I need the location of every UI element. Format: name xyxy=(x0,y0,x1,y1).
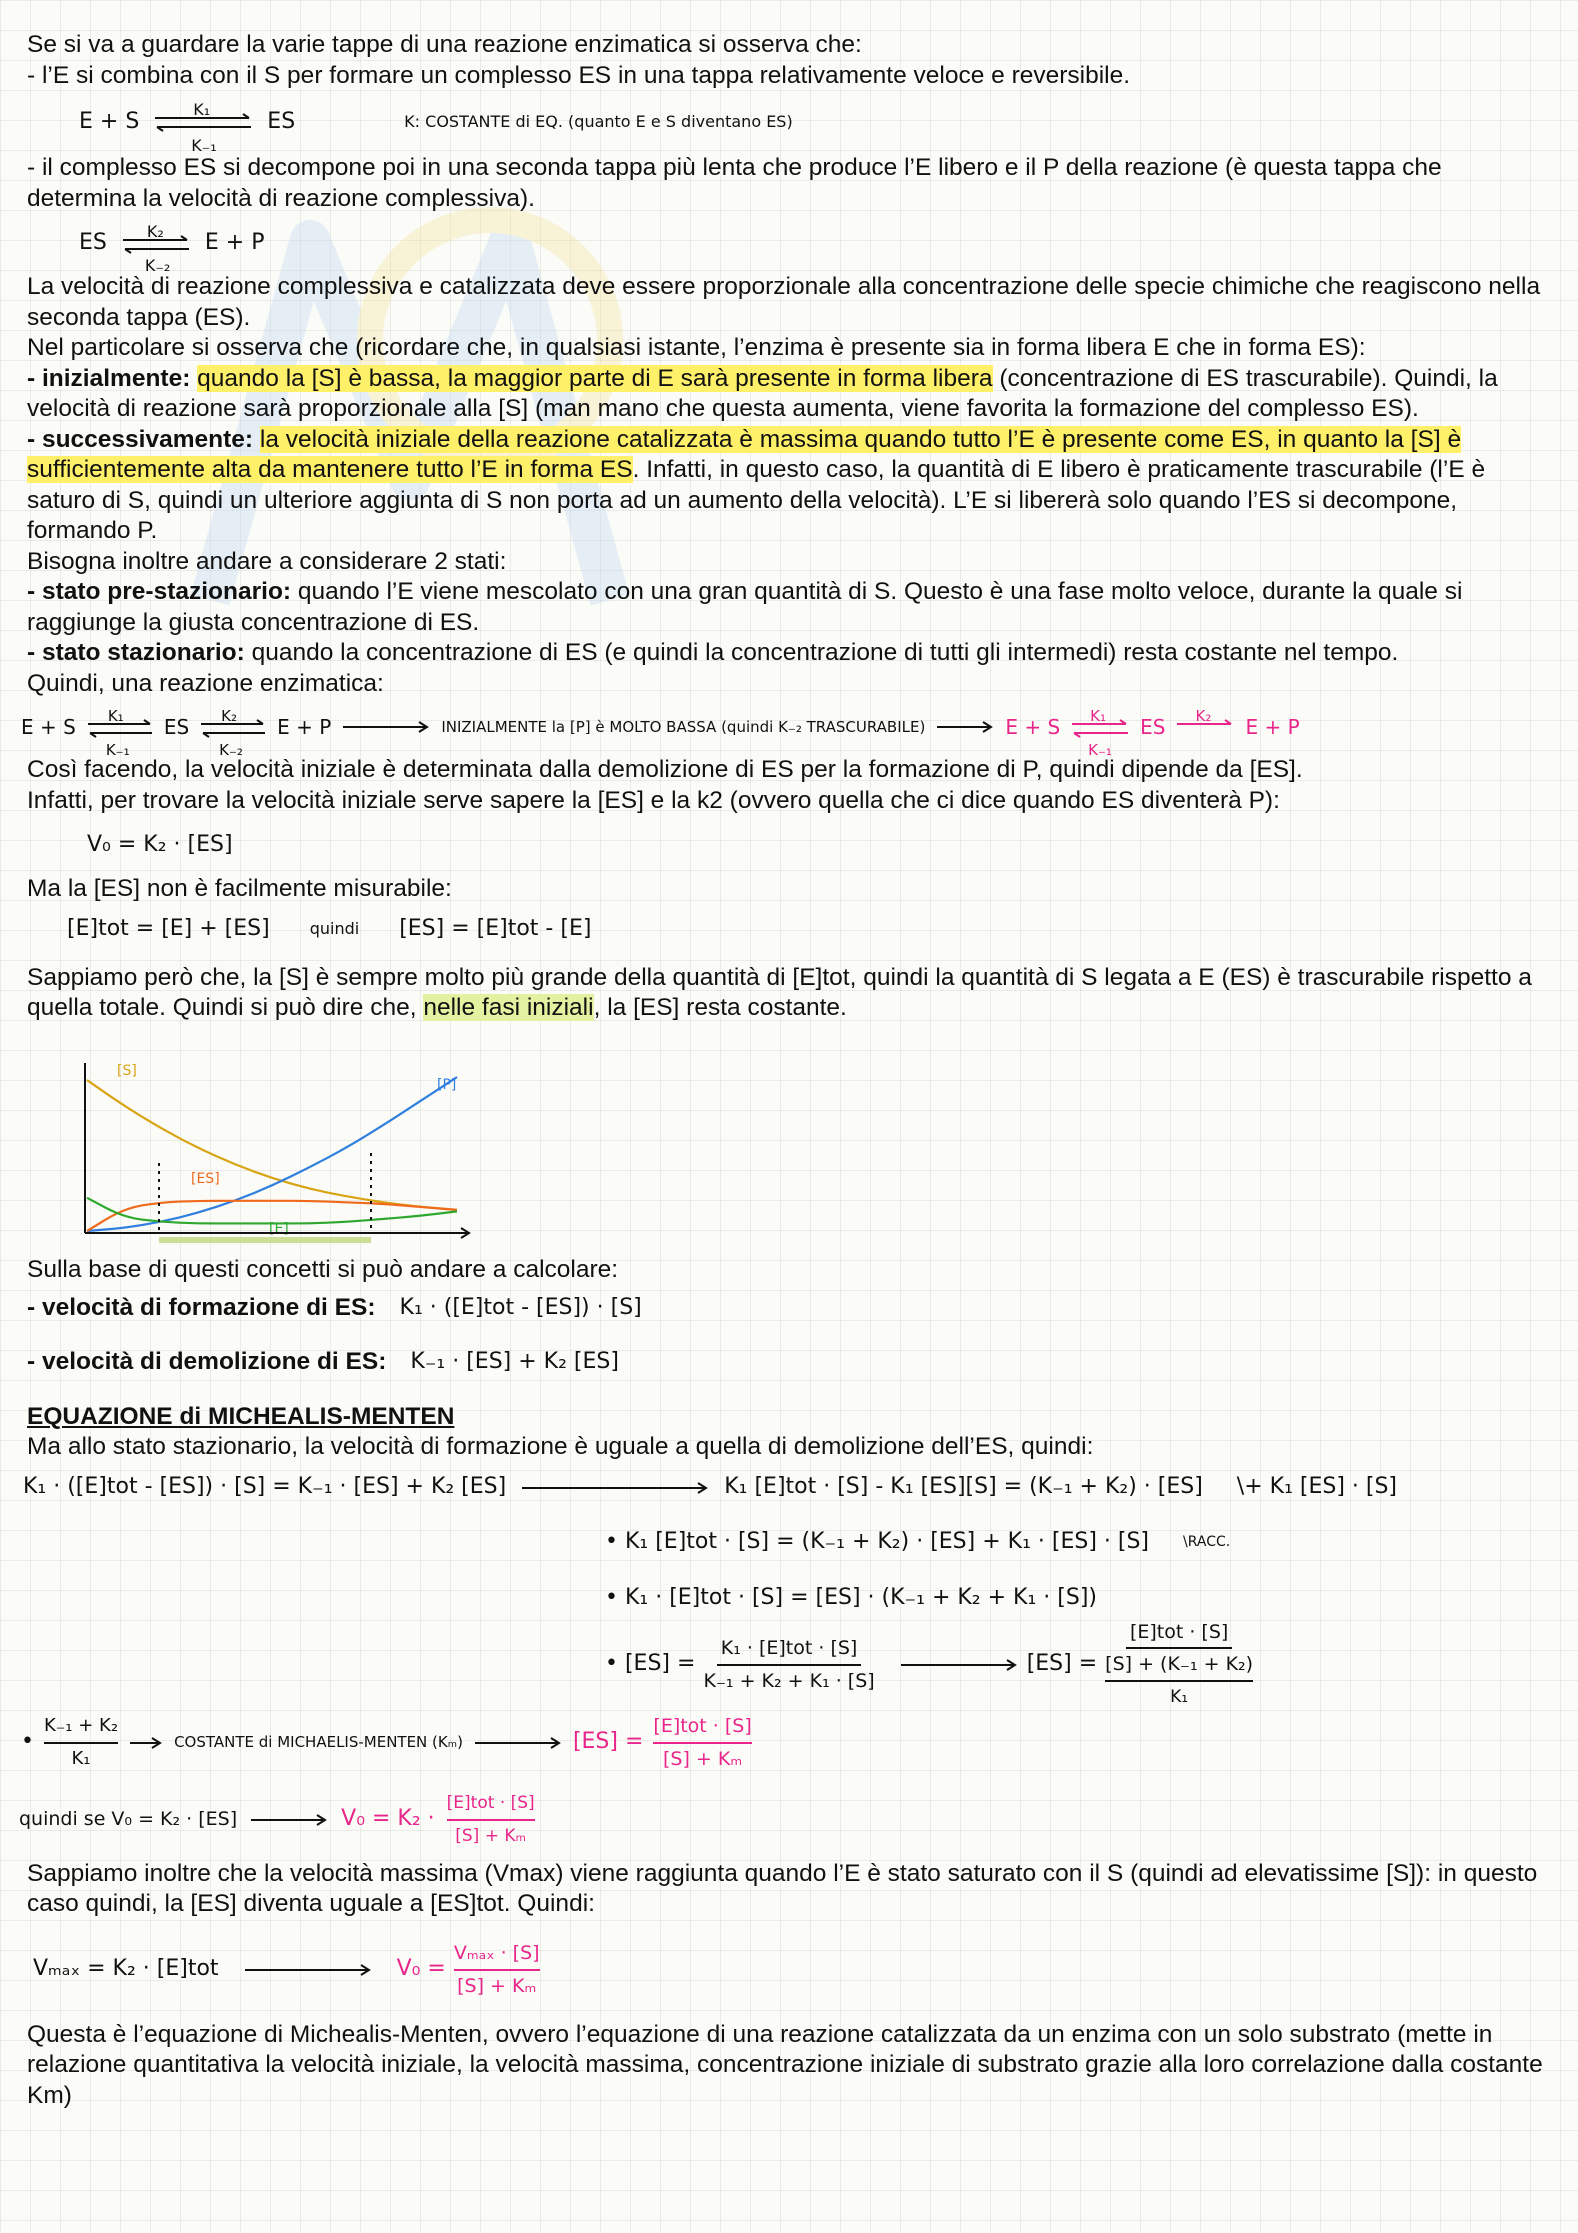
intro-line-2: - l’E si combina con il S per formare un complesso ES in una tappa relativamente veloce e reversibile. xyxy=(27,61,1131,89)
eq2-left: ES xyxy=(79,229,107,255)
mm-eq6-fraction xyxy=(1105,1617,1253,1713)
paragraph-2a: Così facendo, la velocità iniziale è determinata dalla demolizione di ES per la formazione di P, quindi dipende da [ES]. xyxy=(27,756,1303,783)
mm-eq6-lhs: [ES] = xyxy=(1026,1651,1098,1677)
vmax-den: [S] + Kₘ xyxy=(457,1974,537,1997)
series-line-s xyxy=(87,1080,457,1210)
intro-line-3: - il complesso ES si decompone poi in una seconda tappa più lenta che produce l’E libero e il P della reazione (è questa tappa che determina la velocità di reazione complessiva). xyxy=(27,154,1442,212)
series-layer xyxy=(87,1077,457,1231)
paragraph-2b: Infatti, per trovare la velocità iniziale serve sapere la [ES] e la k2 (ovvero quella che ci dice quando ES diventerà P): xyxy=(27,786,1280,814)
km-row xyxy=(21,1705,1557,1781)
stazionario xyxy=(27,638,1557,669)
long-arrow-icon xyxy=(899,1658,1019,1672)
eq3-arrows-1 xyxy=(86,703,154,759)
eq1-arrows xyxy=(153,97,253,155)
paragraph-3 xyxy=(27,963,1557,1024)
equation-2 xyxy=(79,214,1557,275)
series-label-p: [P] xyxy=(437,1077,457,1093)
eq1-right: ES xyxy=(267,108,296,134)
v0-lhs: quindi se V₀ = K₂ · [ES] xyxy=(19,1808,238,1831)
labels-layer xyxy=(117,1063,456,1237)
concentration-chart xyxy=(27,1053,487,1243)
mm-eq6-den: [S] + (K₋₁ + K₂) xyxy=(1105,1649,1253,1682)
demolizione-row xyxy=(27,1332,1557,1394)
vmax-rhs: V₀ = xyxy=(396,1956,446,1982)
eq1-k-bot: K₋₁ xyxy=(191,136,217,155)
mm-eq1-row xyxy=(23,1463,1557,1513)
km-label: COSTANTE di MICHAELIS-MENTEN (Kₘ) xyxy=(174,1733,463,1752)
long-arrow-icon xyxy=(473,1736,563,1750)
v0-formula xyxy=(87,816,1557,874)
successivamente-paragraph xyxy=(27,425,1557,547)
eq3-p-a: E + S xyxy=(1005,714,1061,739)
pre-stazionario xyxy=(27,577,1557,638)
etot-b: [ES] = [E]tot - [E] xyxy=(399,916,592,942)
pre-stazionario-text: quando l’E viene mescolato con una gran quantità di S. Questo è una fase molto veloce, durante la quale si raggiunge la giusta concentrazione di ES. xyxy=(27,578,1463,636)
mm-title: EQUAZIONE di MICHEALIS-MENTEN xyxy=(27,1402,455,1430)
vmax-fraction xyxy=(454,1938,540,2001)
stati-intro: Bisogna inoltre andare a considerare 2 stati: xyxy=(27,547,507,575)
v0-num: [E]tot · [S] xyxy=(447,1788,535,1821)
calc-intro: Sulla base di questi concetti si può andare a calcolare: xyxy=(27,1256,619,1283)
final-paragraph: Questa è l’equazione di Michealis-Menten, ovvero l’equazione di una reazione catalizzata da un enzima con un solo substrato (mette in relazione quantitativa la velocità iniziale, la velocità massima, concentrazione iniziale di substrato grazie alla loro correlazione dalla costante Km) xyxy=(27,2020,1543,2109)
eq2-right: E + P xyxy=(204,229,265,255)
lower-section xyxy=(19,1255,1557,2111)
eq1-k-top: K₁ xyxy=(193,100,211,119)
long-arrow-icon xyxy=(520,1481,710,1495)
inizialmente-rest: (concentrazione di ES trascurabile). Quindi, la velocità di reazione sarà proporzionale alla [S] (man mano che questa aumenta, viene favorita la formazione del complesso ES). xyxy=(27,364,1498,422)
mm-eq3: • K₁ [E]tot · [S] = (K₋₁ + K₂) · [ES] + K₁ · [ES] · [S] xyxy=(605,1529,1150,1555)
eq3-k1: K₁ xyxy=(107,707,124,725)
stazionario-text: quando la concentrazione di ES (e quindi la concentrazione di tutti gli intermedi) resta costante nel tempo. xyxy=(244,639,1399,666)
eq3-k2: K₂ xyxy=(221,707,238,725)
eq2-k-bot: K₋₂ xyxy=(144,256,171,275)
paragraph-3b: , la [ES] resta costante. xyxy=(593,994,847,1021)
eq3-km1: K₋₁ xyxy=(105,741,130,759)
v0-row xyxy=(19,1781,1557,1859)
mm-eq3-row xyxy=(605,1513,1557,1573)
intro-line-1: Se si va a guardare la varie tappe di una reazione enzimatica si osserva che: xyxy=(27,31,862,58)
eq1-left: E + S xyxy=(79,108,140,134)
eq3-note: INIZIALMENTE la [P] è MOLTO BASSA (quindi K₋₂ TRASCURABILE) xyxy=(441,717,926,736)
demolizione-eq: K₋₁ · [ES] + K₂ [ES] xyxy=(410,1349,619,1375)
km-res-den: [S] + Kₘ xyxy=(662,1747,743,1770)
mm-eq2: K₁ [E]tot · [S] - K₁ [ES][S] = (K₋₁ + K₂) · [ES] xyxy=(724,1474,1203,1500)
vmax-text: Sappiamo inoltre che la velocità massima (Vmax) viene raggiunta quando l’E è stato saturato con il S (quindi ad elevatissime [S]): in questo caso quindi, la [ES] diventa uguale a [ES]tot. Quindi: xyxy=(27,1859,1538,1917)
km-res-num: [E]tot · [S] xyxy=(653,1711,751,1744)
equation-1 xyxy=(79,91,1557,153)
v0-den: [S] + Kₘ xyxy=(455,1825,527,1846)
km-fraction xyxy=(44,1711,118,1774)
long-arrow-icon xyxy=(243,1963,373,1977)
v0-text: V₀ = K₂ · [ES] xyxy=(87,831,233,857)
mm-eq6-num: [E]tot · [S] xyxy=(1126,1617,1232,1650)
mm-eq5-num: K₁ · [E]tot · [S] xyxy=(717,1633,862,1666)
etot-a: [E]tot = [E] + [ES] xyxy=(67,916,270,942)
mm-eq5-lhs: • [ES] = xyxy=(605,1651,696,1677)
eq3-p-k2: K₂ xyxy=(1195,707,1212,725)
eq3-p-b: ES xyxy=(1140,714,1166,739)
quindi-line: Quindi, una reazione enzimatica: xyxy=(27,669,384,697)
eq2-arrows xyxy=(121,219,191,275)
eq3-c: E + P xyxy=(277,714,332,739)
km-num: K₋₁ + K₂ xyxy=(44,1711,118,1744)
eq2-k-top: K₂ xyxy=(146,222,164,241)
vmax-row xyxy=(33,1920,1557,2020)
eq3-arrows-2 xyxy=(199,703,267,759)
mm-eq5-den: K₋₁ + K₂ + K₁ · [S] xyxy=(703,1669,875,1692)
v0-rhs: V₀ = K₂ · xyxy=(341,1806,435,1832)
mm-eq5-fraction xyxy=(703,1633,874,1696)
inizialmente-label: - inizialmente: xyxy=(27,364,191,392)
paragraph-1a: La velocità di reazione complessiva e catalizzata deve essere proporzionale alla concentrazione delle specie chimiche che reagiscono nella seconda tappa (ES). xyxy=(27,273,1541,331)
eq3-p-k1: K₁ xyxy=(1090,707,1106,725)
formazione-eq: K₁ · ([E]tot - [ES]) · [S] xyxy=(399,1295,642,1321)
series-line-p xyxy=(87,1077,457,1231)
successivamente-label: - successivamente: xyxy=(27,425,254,453)
stazionario-label: - stato stazionario: xyxy=(27,639,245,666)
eq3-pink-arrow-2 xyxy=(1175,703,1235,751)
forward-arrow-icon xyxy=(1175,719,1235,733)
document-page xyxy=(21,30,1557,1024)
bullet: • xyxy=(21,1729,34,1755)
paragraph-3-highlight: nelle fasi iniziali xyxy=(423,994,594,1021)
long-arrow-icon xyxy=(341,720,431,734)
formazione-row xyxy=(27,1286,1557,1332)
short-arrow-icon xyxy=(128,1736,164,1750)
mm-eq4-row xyxy=(605,1573,1557,1625)
long-arrow-icon xyxy=(935,720,995,734)
etot-quindi: quindi xyxy=(309,919,360,939)
paragraph-1b: Nel particolare si osserva che (ricordare che, in qualsiasi istante, l’enzima è presente sia in forma libera E che in forma ES): xyxy=(27,334,1366,361)
mm-eq6-den2: K₁ xyxy=(1170,1686,1189,1707)
eq3-pink-arrows xyxy=(1070,703,1130,759)
eq3-b: ES xyxy=(163,714,190,739)
eq3-km2: K₋₂ xyxy=(219,741,243,759)
equation-3 xyxy=(21,699,1557,759)
equilibrium-arrow-icon xyxy=(153,113,253,133)
successivamente-highlight: la velocità iniziale della reazione catalizzata è massima quando tutto l’E è presente come ES, in quanto la [S] è sufficientemente alta da mantenere tutto l’E in forma ES xyxy=(27,425,1462,483)
demolizione-label: - velocità di demolizione di ES: xyxy=(27,1348,387,1376)
es-not-measurable: Ma la [ES] non è facilmente misurabile: xyxy=(27,875,452,902)
paragraph-3a: Sappiamo però che, la [S] è sempre molto più grande della quantità di [E]tot, quindi la quantità di S legata a E (ES) è trascurabile rispetto a quella totale. Quindi si può dire che, xyxy=(27,963,1532,1021)
stationary-phase-band xyxy=(159,1237,371,1243)
eq3-p-km1: K₋₁ xyxy=(1088,741,1112,759)
v0-fraction xyxy=(447,1788,535,1851)
series-label-e: [E] xyxy=(269,1221,289,1237)
series-label-es: [ES] xyxy=(191,1171,220,1187)
formazione-label: - velocità di formazione di ES: xyxy=(27,1294,376,1322)
km-res-fraction xyxy=(653,1711,751,1774)
mm-eq4: • K₁ · [E]tot · [S] = [ES] · (K₋₁ + K₂ + K₁ · [S]) xyxy=(605,1585,1097,1611)
long-arrow-icon xyxy=(249,1813,329,1827)
vmax-num: Vₘₐₓ · [S] xyxy=(454,1938,540,1971)
chart-svg xyxy=(27,1053,487,1243)
vmax-lhs: Vₘₐₓ = K₂ · [E]tot xyxy=(33,1956,219,1982)
eq3-p-c: E + P xyxy=(1245,714,1300,739)
eq3-a: E + S xyxy=(21,714,76,739)
inizialmente-paragraph xyxy=(27,364,1557,425)
mm-eq3-note: \RACC. xyxy=(1183,1534,1231,1551)
km-den: K₁ xyxy=(71,1747,91,1769)
eq1-note: K: COSTANTE di EQ. (quanto E e S diventano ES) xyxy=(404,111,793,131)
mm-eq1: K₁ · ([E]tot - [ES]) · [S] = K₋₁ · [ES] + K₂ [ES] xyxy=(23,1474,507,1500)
inizialmente-highlight: quando la [S] è bassa, la maggior parte di E sarà presente in forma libera xyxy=(197,364,993,392)
mm-intro: Ma allo stato stazionario, la velocità di formazione è uguale a quella di demolizione dell’ES, quindi: xyxy=(27,1433,1094,1460)
successivamente-rest: . Infatti, in questo caso, la quantità di E libero è praticamente trascurabile (l’E è saturo di S, quindi un ulteriore aggiunta di S non porta ad un aumento della velocità). L’E si libererà solo quando l’ES si decompone, formando P. xyxy=(27,456,1486,544)
pre-stazionario-label: - stato pre-stazionario: xyxy=(27,578,292,605)
km-res-lhs: [ES] = xyxy=(572,1729,644,1755)
series-label-s: [S] xyxy=(117,1063,137,1079)
mm-eq2-note: \+ K₁ [ES] · [S] xyxy=(1236,1474,1398,1500)
etot-formula xyxy=(67,905,1557,955)
mm-eq5-row xyxy=(605,1620,1557,1707)
